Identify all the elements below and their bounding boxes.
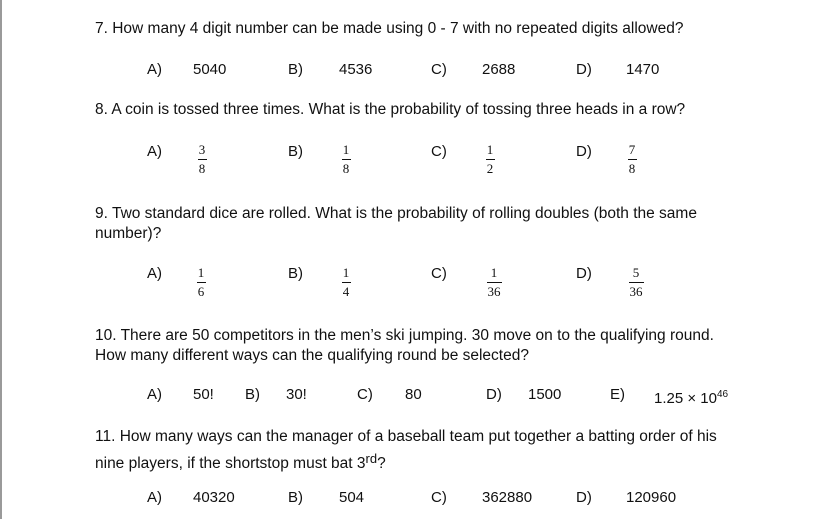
q7-option-a-label: A)	[147, 61, 162, 78]
q9-option-d-label: D)	[576, 265, 592, 282]
ordinal-suffix: rd	[365, 451, 378, 466]
numerator: 7	[628, 142, 636, 157]
denominator: 2	[486, 161, 494, 176]
q10-option-b-label: B)	[245, 386, 260, 403]
q8-option-a-fraction	[192, 143, 212, 176]
q10-option-c-value: 80	[405, 386, 422, 403]
scientific-mantissa: 1.25 × 10	[654, 390, 717, 407]
scientific-exponent: 46	[716, 389, 729, 400]
q9-option-b-fraction	[336, 266, 356, 299]
q9-option-a-fraction	[191, 266, 211, 299]
q10-option-e-value	[654, 386, 728, 408]
denominator: 8	[198, 161, 206, 176]
q11-option-d-value: 120960	[626, 489, 677, 506]
q10-option-d-label: D)	[486, 386, 502, 403]
numerator: 1	[197, 265, 205, 280]
q11-option-c-value: 362880	[482, 489, 533, 506]
q11-option-a-label: A)	[147, 489, 162, 506]
q9-option-c-fraction	[484, 266, 504, 299]
q8-option-b-label: B)	[288, 143, 303, 160]
question-8-text: 8. A coin is tossed three times. What is the probability of tossing three heads in a row?	[95, 101, 686, 118]
q11-option-d-label: D)	[576, 489, 592, 506]
question-11-text	[95, 426, 795, 475]
q7-option-d-label: D)	[576, 61, 592, 78]
question-9-text	[95, 204, 795, 244]
q7-option-c-value: 2688	[482, 61, 516, 78]
q8-option-c-label: C)	[431, 143, 447, 160]
q8-option-d-fraction	[622, 143, 642, 176]
q7-option-b-label: B)	[288, 61, 303, 78]
denominator: 36	[629, 284, 643, 299]
numerator: 1	[486, 142, 494, 157]
denominator: 8	[342, 161, 350, 176]
numerator: 5	[632, 265, 640, 280]
question-9-line-2: number)?	[95, 225, 162, 242]
q11-option-a-value: 40320	[193, 489, 235, 506]
question-7-text: 7. How many 4 digit number can be made using 0 - 7 with no repeated digits allowed?	[95, 20, 684, 37]
q10-option-c-label: C)	[357, 386, 373, 403]
q8-option-a-label: A)	[147, 143, 162, 160]
q10-option-b-value: 30!	[286, 386, 307, 403]
q11-option-c-label: C)	[431, 489, 447, 506]
denominator: 6	[197, 284, 205, 299]
q8-option-c-fraction	[480, 143, 500, 176]
denominator: 8	[628, 161, 636, 176]
q11-option-b-value: 504	[339, 489, 365, 506]
numerator: 1	[342, 142, 350, 157]
q8-option-b-fraction	[336, 143, 356, 176]
denominator: 36	[487, 284, 501, 299]
q10-option-e-label: E)	[610, 386, 625, 403]
q9-option-c-label: C)	[431, 265, 447, 282]
q9-option-d-fraction	[626, 266, 646, 299]
q7-option-b-value: 4536	[339, 61, 373, 78]
q9-option-b-label: B)	[288, 265, 303, 282]
q10-option-a-label: A)	[147, 386, 162, 403]
question-11-line-2: nine players, if the shortstop must bat 3	[95, 455, 366, 472]
question-10-line-1: 10. There are 50 competitors in the men’s ski jumping. 30 move on to the qualifying round.	[95, 327, 714, 344]
page-left-border	[0, 0, 2, 519]
numerator: 1	[342, 265, 350, 280]
denominator: 4	[342, 284, 350, 299]
question-10-line-2: How many different ways can the qualifying round be selected?	[95, 347, 529, 364]
numerator: 1	[490, 265, 498, 280]
q10-option-d-value: 1500	[528, 386, 562, 403]
q8-option-d-label: D)	[576, 143, 592, 160]
q7-option-c-label: C)	[431, 61, 447, 78]
q7-option-d-value: 1470	[626, 61, 660, 78]
numerator: 3	[198, 142, 206, 157]
q10-option-a-value: 50!	[193, 386, 214, 403]
question-11-line-1: 11. How many ways can the manager of a baseball team put together a batting order of his	[95, 428, 717, 445]
q9-option-a-label: A)	[147, 265, 162, 282]
q7-option-a-value: 5040	[193, 61, 227, 78]
q11-option-b-label: B)	[288, 489, 303, 506]
question-10-text	[95, 326, 795, 366]
question-9-line-1: 9. Two standard dice are rolled. What is the probability of rolling doubles (both the same	[95, 205, 697, 222]
question-mark: ?	[377, 455, 386, 472]
